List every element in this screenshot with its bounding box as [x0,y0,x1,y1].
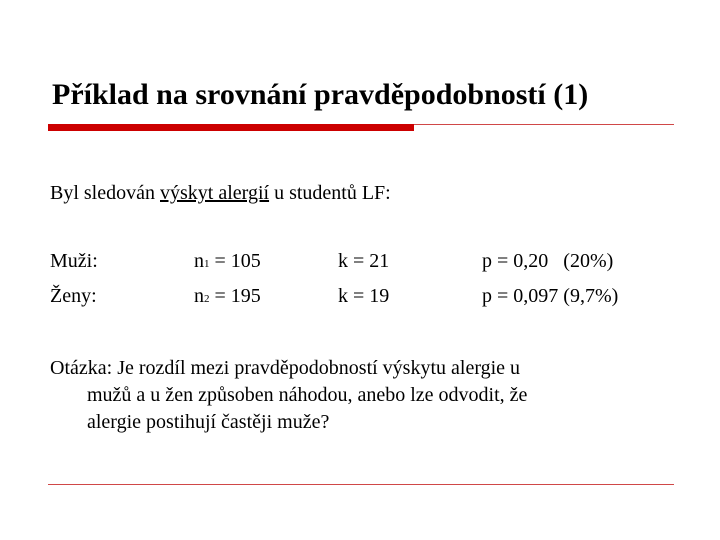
group-label: Muži: [50,250,98,272]
sample-size [194,285,261,308]
n-value: = 105 [209,250,261,272]
intro-text [50,182,391,205]
intro-after: u studentů LF: [269,182,391,204]
sample-size [194,250,261,273]
n-subscript: 2 [204,293,210,305]
group-label: Ženy: [50,285,97,307]
intro-underlined: výskyt alergií [160,182,270,204]
bottom-divider [48,484,674,485]
title-accent-bar [48,124,414,131]
intro-before: Byl sledován [50,182,160,204]
count-k: k = 21 [338,250,390,272]
slide-title: Příklad na srovnání pravděpodobností (1) [52,78,589,111]
probability-p: p = 0,20 (20%) [482,250,614,272]
question-line-3: alergie postihují častěji muže? [87,411,330,433]
n-value: = 195 [209,285,261,307]
n-subscript: 1 [204,258,210,270]
n-label: n [194,285,204,307]
question-line-2: mužů a u žen způsoben náhodou, anebo lze odvodit, že [87,384,528,406]
question-line-1: Otázka: Je rozdíl mezi pravděpodobností výskytu alergie u [50,357,521,379]
probability-p: p = 0,097 (9,7%) [482,285,619,307]
n-label: n [194,250,204,272]
question-paragraph [50,355,650,436]
count-k: k = 19 [338,285,390,307]
